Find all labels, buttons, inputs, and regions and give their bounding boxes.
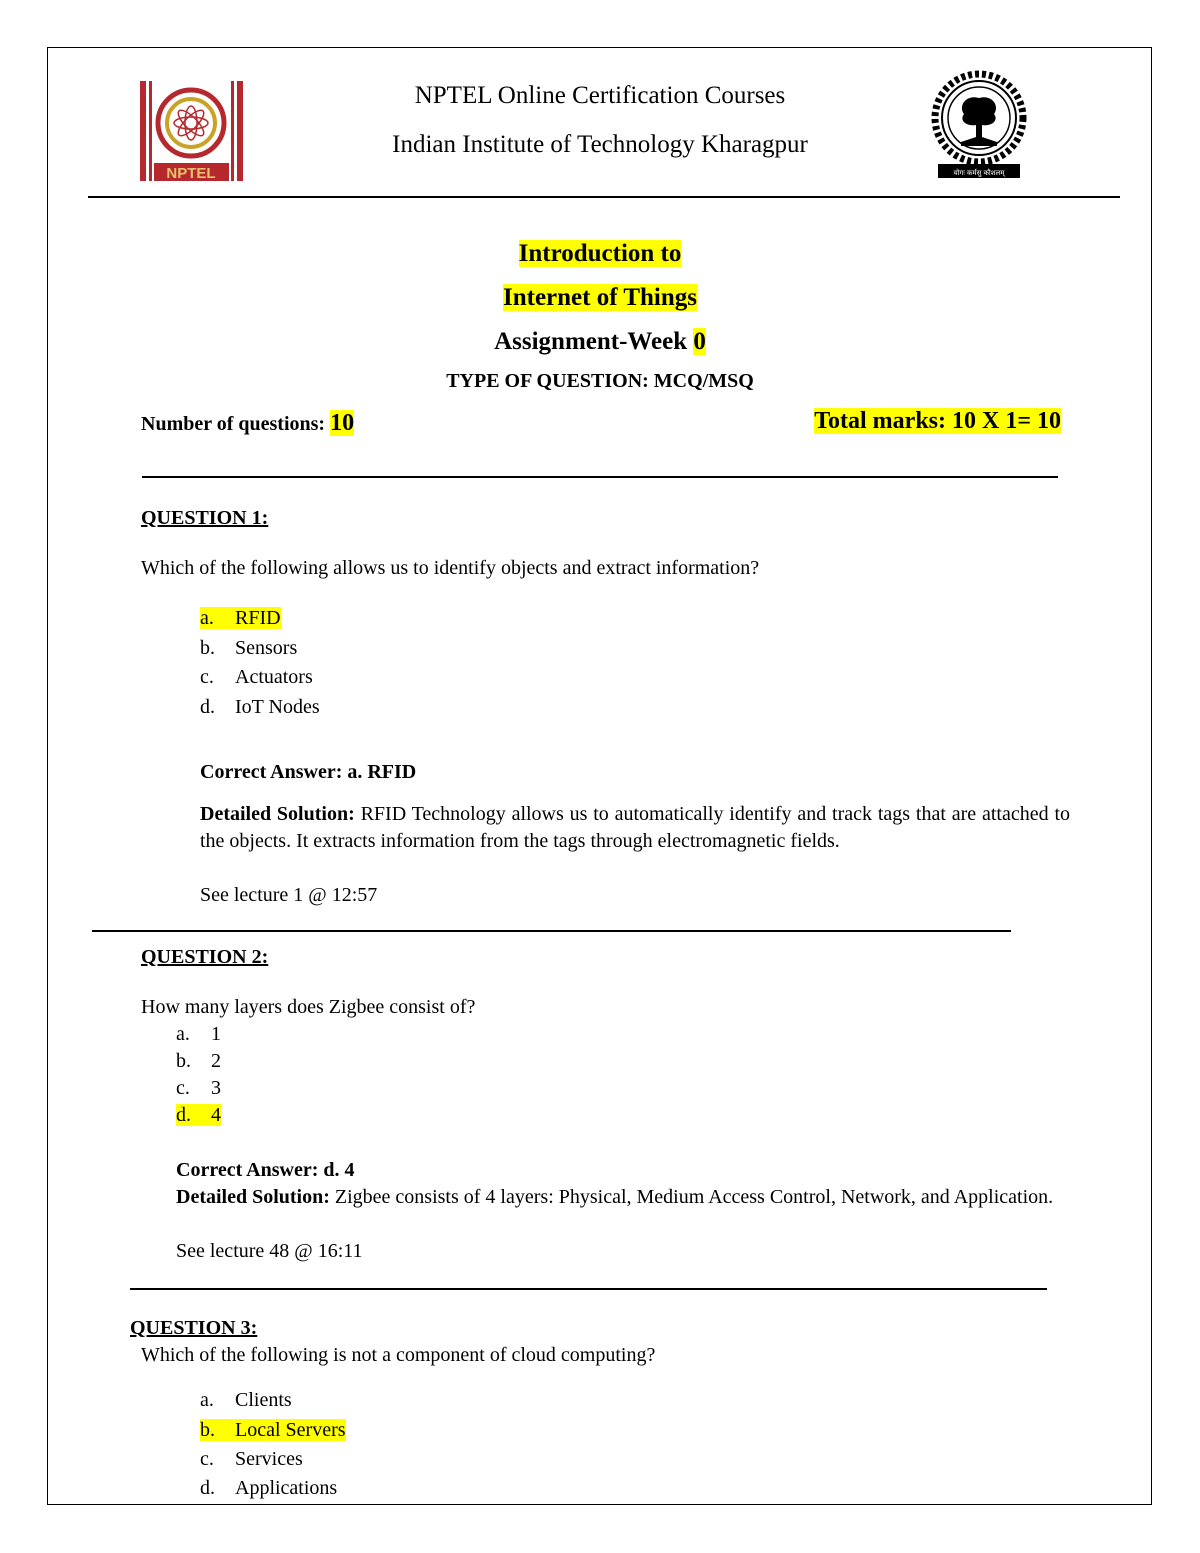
question-1-divider xyxy=(92,930,1011,932)
question-2-correct-answer: Correct Answer: d. 4 xyxy=(176,1159,355,1181)
question-3-option-d: d. Applications xyxy=(200,1477,338,1499)
question-2-text: How many layers does Zigbee consist of? xyxy=(141,996,476,1018)
question-2-detailed-solution: Detailed Solution: Zigbee consists of 4 layers: Physical, Medium Access Control, Network, and Application. xyxy=(176,1186,1054,1208)
question-2-option-a: a. 1 xyxy=(176,1023,221,1045)
question-1-heading: QUESTION 1: xyxy=(141,507,269,529)
course-title-line-2: Internet of Things xyxy=(502,284,697,311)
header-divider xyxy=(88,196,1120,198)
question-1-text: Which of the following allows us to identify objects and extract information? xyxy=(141,557,760,579)
course-title-line-1: Introduction to xyxy=(518,240,682,267)
question-1-correct-answer: Correct Answer: a. RFID xyxy=(200,761,417,783)
question-1-option-c: c. Actuators xyxy=(200,666,313,688)
number-of-questions: Number of questions: 10 xyxy=(141,410,355,436)
question-1-option-b: b. Sensors xyxy=(200,637,298,659)
header-line-1: NPTEL Online Certification Courses xyxy=(414,82,786,109)
question-2-divider xyxy=(130,1288,1047,1290)
question-3-option-b: b. Local Servers xyxy=(200,1419,346,1441)
header-line-2: Indian Institute of Technology Kharagpur xyxy=(392,131,808,158)
question-1-option-a: a. RFID xyxy=(200,607,281,629)
question-2-lecture-reference: See lecture 48 @ 16:11 xyxy=(176,1240,363,1262)
total-marks: Total marks: 10 X 1= 10 xyxy=(814,408,1061,434)
question-2-heading: QUESTION 2: xyxy=(141,946,269,968)
svg-text:NPTEL: NPTEL xyxy=(166,165,216,182)
svg-text:योगः कर्मसु कौशलम्: योगः कर्मसु कौशलम् xyxy=(953,169,1005,177)
assignment-title: Assignment-Week 0 xyxy=(494,328,706,355)
question-1-detailed-solution: Detailed Solution: RFID Technology allows us to automatically identify and track tags that are attached to the objects. It extracts information from the tags through electromagnetic fields. xyxy=(200,803,1070,852)
question-3-option-a: a. Clients xyxy=(200,1389,292,1411)
iit-kgp-logo xyxy=(928,68,1030,184)
question-1-option-d: d. IoT Nodes xyxy=(200,696,320,718)
question-1-lecture-reference: See lecture 1 @ 12:57 xyxy=(200,884,378,906)
question-3-option-c: c. Services xyxy=(200,1448,303,1470)
title-divider xyxy=(142,476,1058,478)
question-type: TYPE OF QUESTION: MCQ/MSQ xyxy=(446,370,754,392)
question-2-option-d: d. 4 xyxy=(176,1104,221,1126)
question-2-option-b: b. 2 xyxy=(176,1050,221,1072)
question-2-option-c: c. 3 xyxy=(176,1077,221,1099)
question-3-text: Which of the following is not a component of cloud computing? xyxy=(141,1344,656,1366)
question-3-heading: QUESTION 3: xyxy=(130,1317,258,1339)
